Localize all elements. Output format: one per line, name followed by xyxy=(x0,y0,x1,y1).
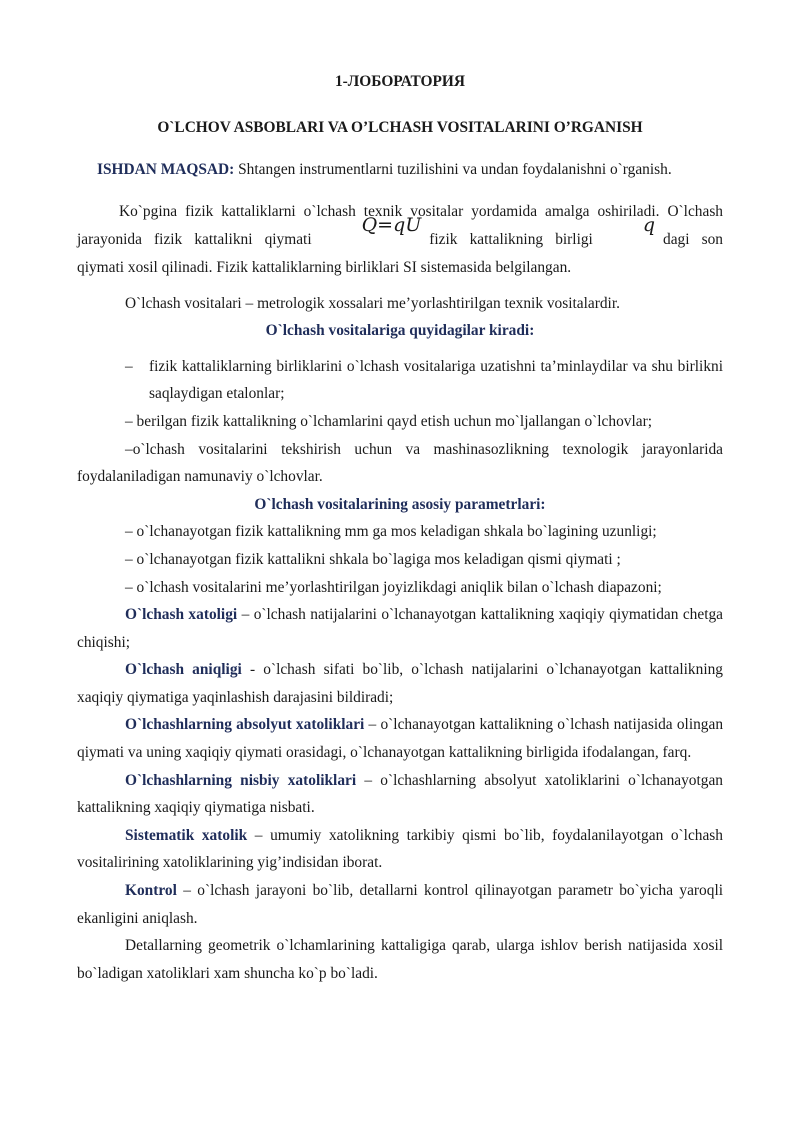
term-systematic-error: Sistematik xatolik xyxy=(125,826,248,844)
param-item-1: – o`lchanayotgan fizik kattalikning mm ga mos keladigan shkala bo`lagining uzunligi; xyxy=(125,523,657,541)
term-relative-error: O`lchashlarning nisbiy xatoliklari xyxy=(125,771,357,789)
error-text: – o`lchash natijalarini o`lchanayotgan kattalikning xaqiqiy qiymatidan chetga chiqishi; xyxy=(77,606,723,651)
term-accuracy: O`lchash aniqligi xyxy=(125,661,242,679)
purpose-text: Shtangen instrumentlarni tuzilishini va undan foydalanishni o`rganish. xyxy=(234,161,672,179)
param-item-3: – o`lchash vositalarini me’yorlashtirilgan joyizlikdagi aniqlik bilan o`lchash diapazoni; xyxy=(125,578,662,596)
intro-text-3: dagi son qiymati xosil qilinadi. Fizik kattaliklarning birliklari SI sistemasida belgilangan. xyxy=(77,231,723,276)
systematic-error-definition xyxy=(77,822,723,877)
include-item-1-text: fizik kattaliklarning birliklarini o`lchash vositalariga uzatishni ta’minlaydilar va shu birlikni saqlaydigan etalonlar; xyxy=(149,357,723,403)
include-item-2: – berilgan fizik kattalikning o`lchamlarini qayd etish uchun mo`ljallangan o`lchovlar; xyxy=(125,412,652,430)
absolute-error-text: – o`lchanayotgan kattalikning o`lchash natijasida olingan qiymati va uning xaqiqiy qiymati orasidagi, o`lchanayotgan kattalikning birligida ifodalangan, farq. xyxy=(77,716,724,762)
systematic-error-text: – umumiy xatolikning tarkibiy qismi bo`lib, foydalanilayotgan o`lchash vositalirining xatoliklarining yig’indisidan iborat. xyxy=(77,826,723,872)
error-definition xyxy=(77,601,723,656)
dash-marker: – xyxy=(125,357,133,375)
page-title: 1-ЛОБОРАТОРИЯ xyxy=(334,73,465,90)
relative-error-definition xyxy=(77,767,723,822)
control-text: – o`lchash jarayoni bo`lib, detallarni kontrol qilinayotgan parametr bo`yicha yaroqli ekanligini aniqlash. xyxy=(77,882,723,927)
term-error: O`lchash xatoligi xyxy=(125,606,238,624)
intro-text-2: fizik kattalikning birligi xyxy=(429,231,593,249)
heading-includes: O`lchash vositalariga quyidagilar kiradi: xyxy=(265,322,535,340)
formula-q: q xyxy=(642,214,655,237)
accuracy-definition xyxy=(77,656,723,711)
param-item-2: – o`lchanayotgan fizik kattalikni shkala bo`lagiga mos keladigan qismi qiymati ; xyxy=(125,550,621,568)
term-absolute-error: O`lchashlarning absolyut xatoliklari xyxy=(125,716,365,734)
purpose-label: ISHDAN MAQSAD: xyxy=(97,161,235,179)
heading-params: O`lchash vositalarining asosiy parametrlari: xyxy=(254,495,546,513)
relative-error-text: – o`lchashlarning absolyut xatoliklarini o`lchanayotgan kattalikning xaqiqiy qiymatiga nisbati. xyxy=(77,771,723,817)
purpose-paragraph xyxy=(77,156,723,184)
term-control: Kontrol xyxy=(125,882,177,900)
final-paragraph: Detallarning geometrik o`lchamlarining kattaligiga qarab, ularga ishlov berish natijasida xosil bo`ladigan xatoliklari xam shuncha ko`p bo`ladi. xyxy=(77,937,723,982)
intro-text-1: Ko`pgina fizik kattaliklarni o`lchash texnik vositalar yordamida amalga oshiriladi. O`lchash jarayonida fizik kattalikni qiymati xyxy=(77,202,723,249)
accuracy-text: - o`lchash sifati bo`lib, o`lchash natijalarini o`lchanayotgan kattalikning xaqiqiy qiymatiga yaqinlashish darajasini bildiradi; xyxy=(77,661,723,706)
include-item-1 xyxy=(77,353,723,408)
tools-definition: O`lchash vositalari – metrologik xossalari me’yorlashtirilgan texnik vositalardir. xyxy=(125,294,620,312)
page-subtitle: O`LCHOV ASBOBLARI VA O’LCHASH VOSITALARINI O’RGANISH xyxy=(157,118,643,136)
intro-paragraph xyxy=(77,198,723,282)
formula-Q: Q=qU xyxy=(361,214,422,237)
control-definition xyxy=(77,877,723,932)
include-item-3: –o`lchash vositalarini tekshirish uchun va mashinasozlikning texnologik jarayonlarida foydalaniladigan namunaviy o`lchovlar. xyxy=(77,440,723,486)
absolute-error-definition xyxy=(77,711,723,766)
